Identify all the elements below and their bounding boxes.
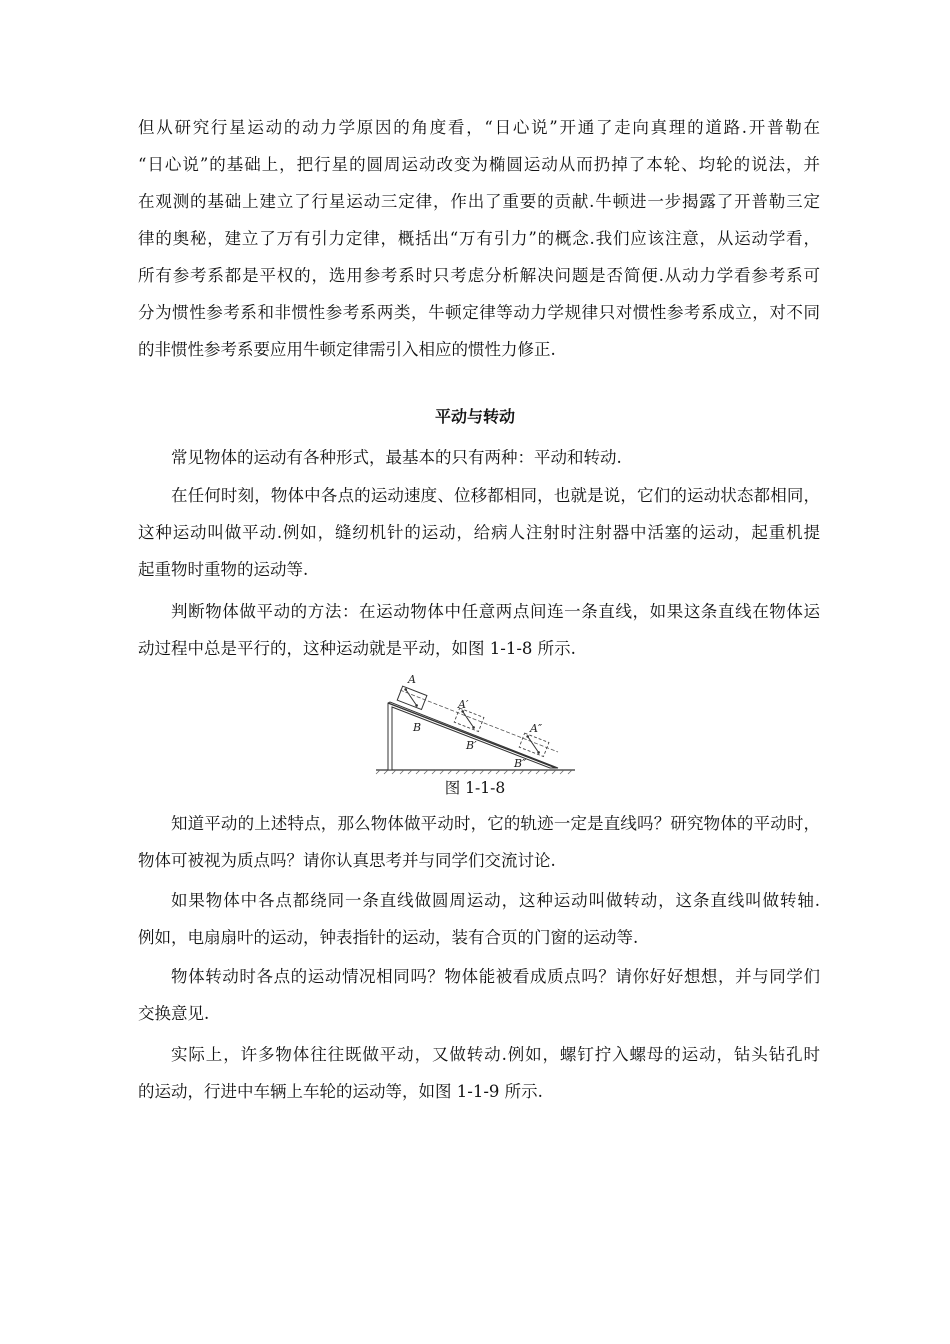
text-line: “日心说”的基础上，把行星的圆周运动改变为椭圆运动从而扔掉了本轮、均轮的说法，并 bbox=[138, 155, 820, 174]
label-b: B bbox=[413, 721, 422, 734]
text-line: 的运动，行进中车辆上车轮的运动等，如图 1-1-9 所示. bbox=[138, 1082, 543, 1101]
text-line: 实际上，许多物体往往既做平动，又做转动.例如，螺钉拧入螺母的运动，钻头钻孔时 bbox=[171, 1045, 820, 1064]
text-line: 判断物体做平动的方法：在运动物体中任意两点间连一条直线，如果这条直线在物体运 bbox=[171, 602, 820, 621]
label-a-double-prime: A″ bbox=[530, 722, 543, 735]
label-b-prime: B′ bbox=[466, 739, 477, 752]
section-title: 平动与转动 bbox=[434, 407, 515, 426]
text-line: 如果物体中各点都绕同一条直线做圆周运动，这种运动叫做转动，这条直线叫做转轴. bbox=[171, 891, 820, 910]
paragraph-6 bbox=[138, 958, 820, 1032]
figure-caption: 图 1-1-8 bbox=[444, 779, 506, 797]
intro-paragraph bbox=[138, 109, 820, 368]
text-line: 知道平动的上述特点，那么物体做平动时，它的轨迹一定是直线吗？研究物体的平动时， bbox=[171, 814, 820, 833]
paragraph-2 bbox=[138, 477, 820, 588]
text-line: 的非惯性参考系要应用牛顿定律需引入相应的惯性力修正. bbox=[138, 340, 556, 359]
text-line: 分为惯性参考系和非惯性参考系两类，牛顿定律等动力学规律只对惯性参考系成立，对不同 bbox=[138, 303, 820, 322]
text-line: 起重物时重物的运动等. bbox=[138, 560, 309, 579]
paragraph-3 bbox=[138, 593, 820, 667]
text-line: 常见物体的运动有各种形式，最基本的只有两种：平动和转动. bbox=[171, 448, 622, 467]
paragraph-7 bbox=[138, 1036, 820, 1110]
text-line: 在任何时刻，物体中各点的运动速度、位移都相同，也就是说，它们的运动状态都相同， bbox=[171, 486, 820, 505]
text-line: 交换意见. bbox=[138, 1004, 210, 1023]
text-line: 物体可被视为质点吗？请你认真思考并与同学们交流讨论. bbox=[138, 851, 556, 870]
text-line: 例如，电扇扇叶的运动，钟表指针的运动，装有合页的门窗的运动等. bbox=[138, 928, 639, 947]
label-a: A bbox=[408, 673, 416, 686]
text-line: 物体转动时各点的运动情况相同吗？物体能被看成质点吗？请你好好想想，并与同学们 bbox=[171, 967, 820, 986]
text-line: 所有参考系都是平权的，选用参考系时只考虑分析解决问题是否简便.从动力学看参考系可 bbox=[138, 266, 820, 285]
text-line: 在观测的基础上建立了行星运动三定律，作出了重要的贡献.牛顿进一步揭露了开普勒三定 bbox=[138, 192, 820, 211]
paragraph-4 bbox=[138, 805, 820, 879]
text-line: 律的奥秘，建立了万有引力定律，概括出“万有引力”的概念.我们应该注意，从运动学看， bbox=[138, 229, 820, 248]
paragraph-5 bbox=[138, 882, 820, 956]
label-a-prime: A′ bbox=[458, 698, 469, 711]
text-line: 但从研究行星运动的动力学原因的角度看，“日心说”开通了走向真理的道路.开普勒在 bbox=[138, 118, 820, 137]
label-b-double-prime: B″ bbox=[514, 757, 527, 770]
paragraph-1 bbox=[138, 439, 820, 476]
text-line: 这种运动叫做平动.例如，缝纫机针的运动，给病人注射时注射器中活塞的运动，起重机提 bbox=[138, 523, 820, 542]
text-line: 动过程中总是平行的，这种运动就是平动，如图 1-1-8 所示. bbox=[138, 639, 576, 658]
